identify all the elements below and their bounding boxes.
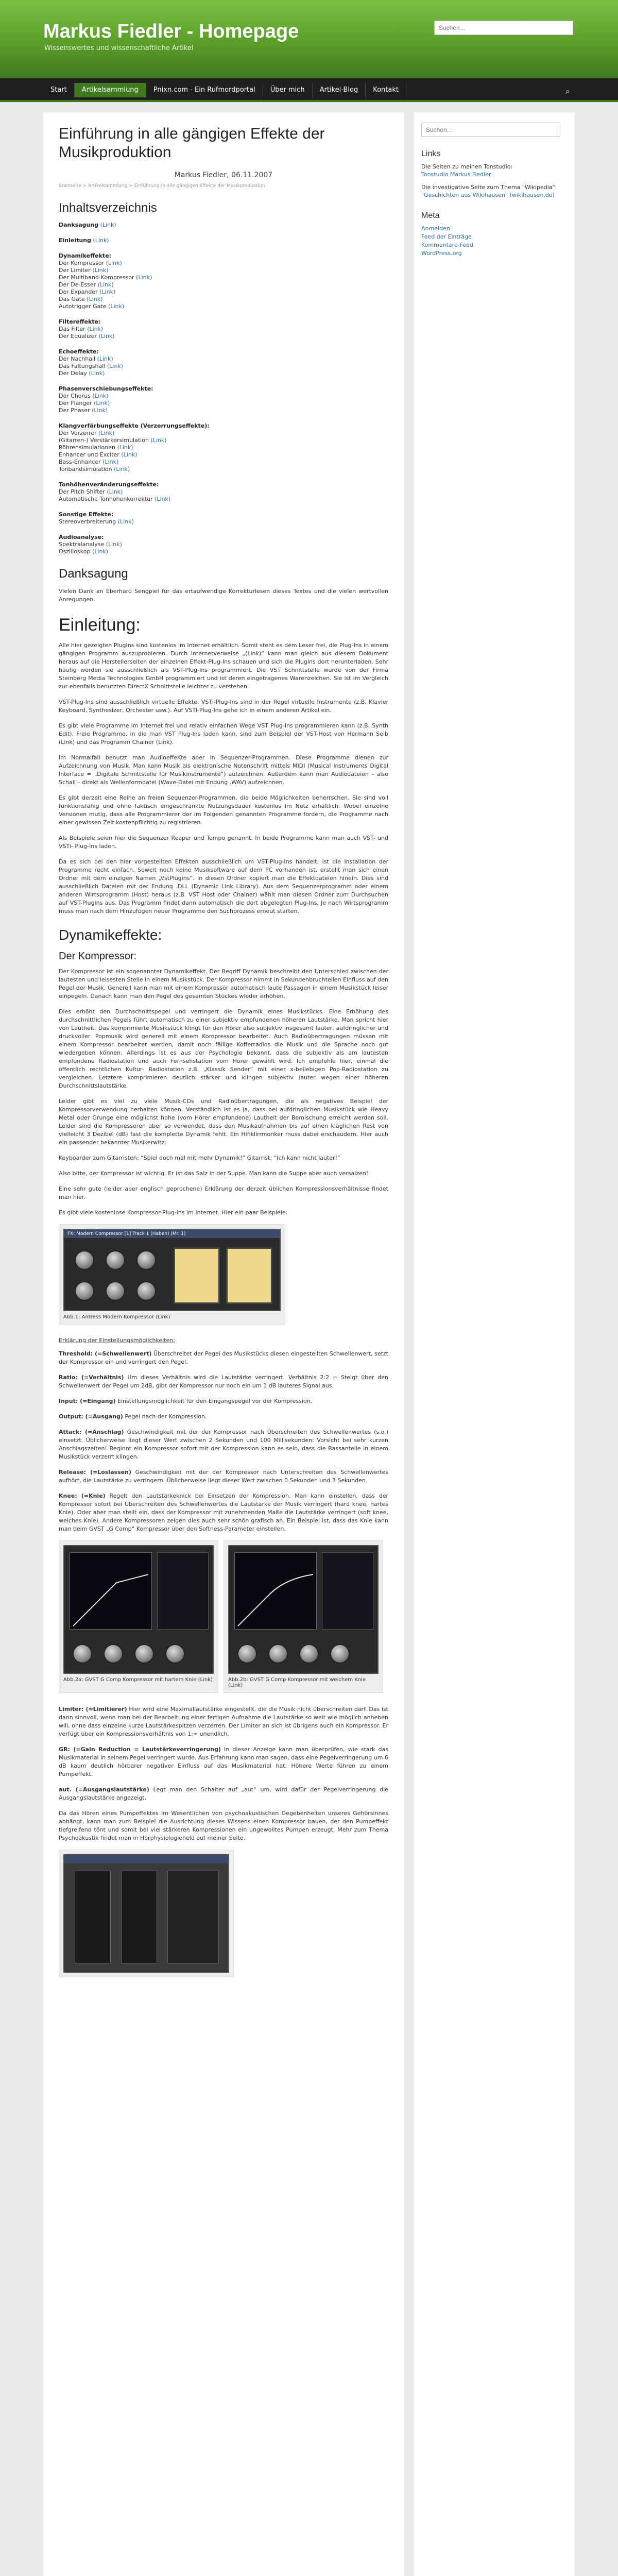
intro-paragraph: Es gibt derzeit eine Reihe an freien Sequenzer-Programmen, die beide Möglichkeiten beherrschen. Sie sind voll funktionsfähig und ohne faktisch eingeschränkte Nutzungsdauer kostenlos im Netz erhältlich. Wobei einzelne Versionen mutig, dass alle Programmierer der im Folgenden genannten Programme fordern, die Programme nach einer gewissen Zeit kostenpflichtig zu registrieren. bbox=[59, 794, 388, 826]
toc-item bbox=[59, 355, 388, 363]
toc-link[interactable]: (Link) bbox=[92, 267, 109, 274]
setting-item bbox=[59, 1705, 388, 1738]
sidebar-search-input[interactable] bbox=[421, 123, 560, 137]
toc-item-label: Das Gate bbox=[59, 296, 85, 302]
setting-text: Regelt den Lautstärkeknick bei Einsetzen der Kompression. Man kann einstellen, dass der Kompressor sofort bei Überschreiten des Schwellenwertes die Lautstärke der Musik verringert (hard knee, hartes Knie). Oder aber man stellt ein, dass der Kompressor mit zunehmenden Maße die Lautstärke verringert (soft knee, weiches Knie). Andere Kompressoren zeigen dies auch sehr schön grafisch an. Ein Beispiel ist, dass das Knie kann man beim GVST „G Comp“ Kompressor über den Softness-Parameter einstellen. bbox=[59, 1493, 388, 1532]
toc-link[interactable]: (Link) bbox=[92, 548, 109, 555]
site-title[interactable]: Markus Fiedler - Homepage bbox=[43, 21, 299, 42]
compressor-paragraph: Es gibt viele kostenlose Kompressor-Plug-Ins im Internet. Hier ein paar Beispiele: bbox=[59, 1209, 288, 1216]
toc-item bbox=[59, 400, 388, 407]
release-knob bbox=[75, 1281, 94, 1301]
toc-link[interactable]: (Link) bbox=[108, 303, 125, 310]
toc-group-heading: Dynamikeffekte: bbox=[59, 252, 112, 259]
toc-item bbox=[59, 363, 388, 370]
toc-link[interactable]: (Link) bbox=[106, 260, 122, 266]
toc-item-label: Das Faltungshall bbox=[59, 363, 106, 369]
toc-item-label: Der Delay bbox=[59, 370, 87, 377]
article-title: Einführung in alle gängigen Effekte der Musikproduktion bbox=[59, 125, 325, 161]
table-of-contents bbox=[59, 222, 388, 555]
plugin-image-3 bbox=[63, 1854, 229, 1973]
plugin-3-controls bbox=[167, 1871, 219, 1963]
toc-item bbox=[59, 281, 388, 289]
meta-link-wordpress[interactable]: WordPress.org bbox=[421, 250, 462, 257]
toc-group-heading: Echoeffekte: bbox=[59, 348, 99, 355]
setting-label: Limiter: (=Limitierer) bbox=[59, 1706, 127, 1713]
intro-paragraph: Als Beispiele seien hier die Sequenzer Reaper und Tempo genannt. In beide Programme kann man auch VST- und VSTi- Plug-Ins laden. bbox=[59, 835, 388, 850]
figure-2b bbox=[224, 1540, 383, 1693]
search-icon[interactable]: ⌕ bbox=[565, 86, 570, 96]
setting-text: Einstellungsmöglichkeit für den Eingangspegel vor der Kompression. bbox=[117, 1398, 313, 1404]
gcomp-knob-b1 bbox=[237, 1644, 257, 1664]
toc-item bbox=[59, 541, 388, 548]
toc-group bbox=[59, 534, 388, 555]
figure-1-caption: Abb.1: Antress Modern Kompressor (Link) bbox=[63, 1314, 170, 1320]
toc-item-label: Der Multiband-Kompressor bbox=[59, 274, 134, 281]
ratio-knob bbox=[106, 1250, 125, 1270]
toc-link[interactable]: (Link) bbox=[99, 289, 116, 295]
toc-group bbox=[59, 348, 388, 377]
toc-link[interactable]: (Link) bbox=[94, 400, 110, 406]
links-intro: Die Seiten zu meinen Tonstudio: bbox=[421, 163, 513, 170]
toc-group-heading: Danksagung bbox=[59, 222, 99, 228]
gcomp-hard-knee-image bbox=[63, 1545, 214, 1674]
main-content bbox=[43, 112, 404, 2576]
threshold-knob bbox=[75, 1250, 94, 1270]
setting-text: Hier wird eine Maximallautstärke eingestellt, die die Musik nicht überschreiten darf. Das ist dann sinnvoll, wenn man bei der Bearbeitung einer fertigen Aufnahme die Lautstärke so weit wie möglich anheben will, ohne dass einzelne kurze Lautstärkespitzen verzerren. Der Limiter an sich ist übrigens auch ein Kompressor. Er verfügt über ein Kompressionsverhältnis von 1:∞ unendlich. bbox=[59, 1706, 388, 1737]
gcomp-knob-2 bbox=[104, 1644, 123, 1664]
setting-text: Da das Hören eines Pumpeffektes im Wesentlichen von psychoakustischen Gegebenheiten unseres Gehörsinnes abhängt, kann man zum Beispiel die Ausrichtung dieses Wissens einen Kompressor bauen, der den Pumpeffekt tiefgreifend tönt und somit bei viel stärkeren Kompressionen ein ungewolltes Pumpen erzeugt. Mehr zum Thema Psychoakustik findet man in Hörphysiologieheld auf meiner Seite. bbox=[59, 1810, 388, 1841]
comp-heading: Der Kompressor: bbox=[59, 951, 137, 962]
toc-item bbox=[59, 518, 388, 526]
setting-label: Input: (=Eingang) bbox=[59, 1398, 116, 1404]
intro-paragraph: Alle hier gezeigten PlugIns sind kostenlos im Internet erhältlich. Somit steht es dem Leser frei, die Plug-Ins in einem gängigen Programm auszuprobieren. Durch Internetverweise „(Link)“ kann man gleich aus diesem Dokument heraus auf die Herstellerseiten der einzelnen Effekt-Plug-Ins schauen und sich die Plugins dort herunterladen. Sehr häufig werden sie ausschließlich als VST-Plug-Ins programmiert. Die VST Schnittstelle wurde von der Firma Steinberg Media Technologies GmbH programmiert und ist deren eingetragenes Warenzeichen. Sie ist im Vergleich zur ebenfalls benutzten DirectX Schnittstelle leichter zu verstehen. bbox=[59, 642, 388, 690]
compressor-paragraph: Eine sehr gute (leider aber englisch geprochene) Erklärung der derzeit üblichen Kompressionsverhältnisse findet man hier. bbox=[59, 1185, 388, 1200]
toc-item-label: Röhrensimulationen bbox=[59, 444, 115, 451]
gcomp-meters bbox=[157, 1552, 209, 1630]
gcomp-knob-3 bbox=[134, 1644, 154, 1664]
toc-item-label: Der Verzerrer bbox=[59, 430, 97, 436]
site-header bbox=[0, 0, 618, 78]
toc-item bbox=[59, 466, 388, 473]
toc-item-label: Der Phaser bbox=[59, 407, 90, 414]
nav-item-start[interactable]: Start bbox=[43, 83, 75, 97]
toc-item bbox=[59, 407, 388, 414]
toc-item bbox=[59, 274, 388, 281]
toc-item bbox=[59, 296, 388, 303]
toc-item-label: (Gitarren-) Verstärkersimulation bbox=[59, 437, 149, 444]
toc-link[interactable]: (Link) bbox=[107, 488, 123, 495]
setting-item bbox=[59, 1492, 388, 1533]
setting-label: GR: (=Gain Reduction = Lautstärkeverringerung) bbox=[59, 1746, 221, 1753]
toc-item-label: Das Filter bbox=[59, 326, 85, 332]
setting-text: Um dieses Verhältnis wird die Lautstärke verringert. Verhältnis 2:2 = Steigt über den Schwellenwert der Pegel um 2dB, gibt der Kompressor nur noch ein um 1 dB lauteres Signal aus. bbox=[59, 1374, 388, 1389]
toc-link[interactable]: (Link) bbox=[87, 326, 104, 332]
breadcrumb: Startseite > Artikelsammlung > Einführung in alle gängigen Effekte der Musikproduktion bbox=[59, 183, 265, 189]
toc-link[interactable]: (Link) bbox=[92, 393, 109, 399]
gcomp-knob-b4 bbox=[330, 1644, 350, 1664]
meta-heading: Meta bbox=[421, 211, 440, 220]
toc-link[interactable]: (Link) bbox=[102, 459, 119, 465]
toc-group-heading: Filtereffekte: bbox=[59, 318, 101, 325]
compressor-paragraph: Leider gibt es viel zu viele Musik-CDs und Radioübertragungen, die als negatives Beispiel der Kompressorverwendung herhalten können. Verständlich ist es ja, dass bei aufdringlichen Musikstück wie Heavy Metal oder Grunge eine möglichst hohe (vom Hörer empfundene) Lautheit der Bemischung erreicht werden soll. Leider sind die Kompressoren aber so verwendet, dass den Musikaufnahmen bis auf einen kläglichen Rest von vielleicht 3 Dezibel (dB) fast die komplette Dynamik fehlt. Ein Hifiklirrmonker muss dabei erschaudern. Hier auch ein passender bekannter Musikerwitz: bbox=[59, 1098, 388, 1146]
toc-group bbox=[59, 318, 388, 340]
toc-link[interactable]: (Link) bbox=[98, 430, 115, 436]
toc-link[interactable]: (Link) bbox=[154, 496, 171, 502]
setting-item bbox=[59, 1786, 388, 1802]
toc-item-label: Stereoverbreiterung bbox=[59, 518, 116, 525]
toc-link[interactable]: (Link) bbox=[136, 274, 152, 281]
intro-paragraph: Da es sich bei den hier vorgestellten Effekten ausschließlich um VST-Plug-Ins handelt, ist die Installation der Programme recht einfach. Soweit noch keine Musiksoftware auf dem PC vorhanden ist, erstellt man sich einen Ordner mit dem einzigen Namen „VstPlugins“. In diesen Ordner kopiert man die Effektdateien hinein. Dies sind ausschließlich Dateien mit der Endung .DLL (Dynamic Link Library). Aus dem Sequenzerprogramm oder einem anderen Wirtsprogramm (Host) heraus (z.B. VST Host oder Chainer) wählt man diesen Ordner zum Durchsuchen auf VST-Plugins aus. Das Programm findet dann automatisch die dort abgelegten Plug-Ins. Je nach Wirtsprogramm muss man nach dem Hinzufügen neuer Programme den Suchprozess erneut starten. bbox=[59, 858, 388, 914]
toc-group bbox=[59, 385, 388, 414]
toc-item-label: Autotrigger Gate bbox=[59, 303, 107, 310]
toc-item-label: Der Equalizer bbox=[59, 333, 97, 340]
toc-item-label: Spektralanalyse bbox=[59, 541, 105, 548]
nav-item-ueber-mich[interactable]: Über mich bbox=[263, 83, 313, 97]
toc-item bbox=[59, 370, 388, 377]
article-meta: Markus Fiedler, 06.11.2007 bbox=[174, 171, 273, 179]
meta-link-comments-feed[interactable]: Kommentare-Feed bbox=[421, 242, 473, 248]
compressor-paragraph: Dies erhöht den Durchschnittspegel und verringert die Dynamik eines Musikstücks. Eine Erhöhung des durchschnittlichen Pegels führt automatisch zu einer subjektiv empfundenen höheren Lautstärke. Man spricht hier von Lautheit. Das komprimierte Musikstück klingt für den Hörer also subjektiv insgesamt lauter, aufdringlicher und druckvoller. Popmusik wird generell mit einem Kompressor bearbeitet. Auch Radioübertragungen müssen mit einem Kompressor bearbeitet werden, damit noch fällige Kofferradios die Musik und die Sprache noch gut wiedergeben können. Allerdings ist es aus der Psychologie bekannt, dass die subjektiv als am lautesten empfundene Radiostation und auch Fernsehstation vom Hörer gewählt wird. Ich empfehle hier, einmal die öffentlich rechtlichen Kultur- Radiostation z.B. „Klassik Sender“ mit einer x-beliebigen Pop-Radiostation zu vergleichen. Letztere komprimieren deutlich stärker und klingen subjektiv lauter wegen einer höheren Durchschnittslautstärke. bbox=[59, 1008, 388, 1089]
setting-text: Überschreitet der Pegel des Musikstücks diesen eingestellten Schwellenwert, setzt der Kompressor ein und verringert den Pegel. bbox=[59, 1350, 388, 1365]
dyn-heading: Dynamikeffekte: bbox=[59, 927, 162, 943]
gcomp-knob-1 bbox=[73, 1644, 92, 1664]
toc-item-label: Automatische Tonhöhenkorrektur bbox=[59, 496, 153, 502]
toc-link[interactable]: (Link) bbox=[98, 333, 115, 340]
setting-label: Ratio: (=Verhältnis) bbox=[59, 1374, 124, 1381]
toc-item-label: Der Flanger bbox=[59, 400, 92, 406]
plugin-window-title: FX: Modern Compressor [1] Track 1 (Haben) (Mr. 1) bbox=[64, 1230, 280, 1238]
toc-item bbox=[59, 289, 388, 296]
figure-2a-caption: Abb.2a: GVST G Comp Kompressor mit hartem Knie (Link) bbox=[63, 1677, 213, 1683]
setting-item bbox=[59, 1413, 388, 1421]
setting-text: Geschwindigkeit mit der der Kompressor nach Unterschreiten des Schwellenwertes aufhört, die Lautstärke zu verringern. Üblicherweise liegt dieser Wert zwischen 0 Sekunden und 3 Sekunden. bbox=[59, 1469, 388, 1484]
toc-group bbox=[59, 511, 388, 526]
gcomp-knob-b2 bbox=[268, 1644, 288, 1664]
vu-meter-right bbox=[226, 1247, 272, 1304]
toc-link[interactable]: (Link) bbox=[93, 237, 109, 244]
toc-item-label: Oszilloskop bbox=[59, 548, 91, 555]
figure-2a bbox=[59, 1540, 218, 1693]
toc-link[interactable]: (Link) bbox=[117, 444, 133, 451]
setting-label: Knee: (=Knie) bbox=[59, 1493, 106, 1499]
nav-item-artikel-blog[interactable]: Artikel-Blog bbox=[313, 83, 366, 97]
intro-paragraph: Im Normalfall benutzt man AudioeffeKte aber in Sequenzer-Programmen. Diese Programme dienen zur Aufzeichnung von Musik. Man kann Musik als elektronische Notenschrift mittels MIDI (Musical Instruments Digital Interface = „Digitale Schnittstelle für Musikinstrumente“) aufzeichnen. Außerdem kann man Audiodateien – also Schall – direkt als Wellenformdatei (Wave-Datei mit Endung .WAV) aufzeichnen. bbox=[59, 754, 388, 786]
toc-group-heading: Phasenverschiebungseffekte: bbox=[59, 385, 153, 392]
figure-1 bbox=[59, 1224, 285, 1325]
toc-item-label: Bass-Enhancer bbox=[59, 459, 101, 465]
toc-link[interactable]: (Link) bbox=[106, 541, 122, 548]
toc-group bbox=[59, 422, 388, 473]
intro-paragraph: VST-Plug-Ins sind ausschließlich virtuelle Effekte. VSTi-Plug-Ins sind in der Regel virtuelle Instrumente (z.B. Klavier Keyboard, Synthesizer, Orchester usw.). Auf VSTi-Plug-Ins gehe ich in einem anderen Artikel ein. bbox=[59, 699, 388, 714]
thanks-heading: Danksagung bbox=[59, 567, 128, 581]
toc-link[interactable]: (Link) bbox=[150, 437, 167, 444]
toc-group bbox=[59, 481, 388, 503]
settings-list-2 bbox=[59, 1705, 388, 1842]
setting-item bbox=[59, 1397, 388, 1405]
setting-item bbox=[59, 1428, 388, 1461]
plugin-3-meter-left bbox=[75, 1871, 111, 1963]
compressor-section bbox=[59, 968, 388, 1217]
toc-item-label: Der Limiter bbox=[59, 267, 91, 274]
input-knob bbox=[106, 1281, 125, 1301]
meta-link-entries-feed[interactable]: Feed der Einträge bbox=[421, 233, 472, 240]
toc-link[interactable]: (Link) bbox=[97, 281, 114, 288]
gcomp-meters-b bbox=[322, 1552, 373, 1630]
compressor-paragraph: Also bitte, der Kompressor ist wichtig. Er ist das Salz in der Suppe. Man kann die Suppe aber auch versalzen! bbox=[59, 1170, 369, 1177]
toc-item bbox=[59, 326, 388, 333]
links-heading: Links bbox=[421, 149, 441, 158]
toc-item bbox=[59, 303, 388, 310]
toc-item bbox=[59, 430, 388, 437]
setting-item bbox=[59, 1350, 388, 1366]
hard-knee-curve bbox=[70, 1553, 151, 1629]
toc-item bbox=[59, 437, 388, 444]
main-nav bbox=[0, 78, 618, 102]
link-tonstudio[interactable]: Tonstudio Markus Fiedler bbox=[421, 171, 491, 178]
toc-item bbox=[59, 260, 388, 267]
toc-item-label: Der Expander bbox=[59, 289, 98, 295]
toc-group bbox=[59, 237, 388, 244]
setting-label: Attack: (=Anschlag) bbox=[59, 1429, 124, 1435]
toc-group-heading: Klangverfärbungseffekte (Verzerrungseffekte): bbox=[59, 422, 210, 429]
vu-meter-left bbox=[174, 1247, 220, 1304]
toc-link[interactable]: (Link) bbox=[87, 296, 103, 302]
toc-group-heading: Einleitung bbox=[59, 237, 91, 244]
setting-label: aut. (=Ausgangslautstärke) bbox=[59, 1786, 149, 1793]
toc-item-label: Der Nachhall bbox=[59, 355, 96, 362]
figure-3 bbox=[59, 1850, 234, 1977]
toc-item-label: Enhancer und Exciter bbox=[59, 451, 119, 458]
intro-paragraph: Es gibt viele Programme im Internet frei und relativ einfachen Wege VST Plug-Ins programmieren kann (z.B. Synth Edit). Freie Programme, in die man VST Plug-Ins laden kann, sind zum Beispiel der VST-Host von Hermann Seib (Link) und das Programm Chainer (Link). bbox=[59, 722, 388, 745]
setting-label: Threshold: (=Schwellenwert) bbox=[59, 1350, 152, 1357]
modern-compressor-image bbox=[63, 1229, 281, 1311]
intro-heading: Einleitung: bbox=[59, 615, 141, 635]
setting-text: In dieser Anzeige kann man überprüfen, wie stark das Musikmaterial in seinem Pegel verringert wurde. Aus Erfahrung kann man sagen, dass eine Pegelverringerung um 6 dB kaum deutlich hörbarer negativer Einfluss auf das Musikmaterial hat. Höhere Werte führen zu einem Pumpeffekt. bbox=[59, 1746, 388, 1777]
plugin-3-meter-mid bbox=[121, 1871, 157, 1963]
toc-link[interactable]: (Link) bbox=[114, 466, 130, 472]
setting-item bbox=[59, 1374, 388, 1390]
wiki-widget bbox=[421, 183, 568, 199]
settings-heading: Erklärung der Einstellungsmöglichkeiten: bbox=[59, 1337, 176, 1344]
toc-item bbox=[59, 451, 388, 459]
setting-label: Release: (=Loslassen) bbox=[59, 1469, 131, 1476]
wiki-intro: Die investigative Seite zum Thema "Wikipedia": bbox=[421, 184, 557, 191]
toc-link[interactable]: (Link) bbox=[107, 363, 123, 369]
toc-link[interactable]: (Link) bbox=[100, 222, 116, 228]
compressor-paragraph: Der Kompressor ist ein sogenannter Dynamikeffekt. Der Begriff Dynamik beschreibt den Unterschied zwischen der lautesten und leisesten Stelle in einem Musikstück. Der Kompressor nimmt in Sekundenbruchteilen Einfluss auf den Pegel der Musik. Generell kann man mit einem Kompressor automatisch laute Passagen in einem Musikstück leiser einpegeln. Danach kann man den Pegel des gesamten Stückes wieder erhöhen. bbox=[59, 968, 388, 999]
setting-item bbox=[59, 1468, 388, 1485]
gcomp-graph-soft bbox=[234, 1552, 317, 1630]
links-widget bbox=[421, 163, 568, 178]
toc-group-heading: Audioanalyse: bbox=[59, 534, 104, 540]
setting-label: Output: (=Ausgang) bbox=[59, 1413, 123, 1420]
nav-item-pnixn[interactable]: Pnixn.com - Ein Rufmordportal bbox=[146, 83, 263, 97]
toc-item-label: Der Pitch Shifter bbox=[59, 488, 105, 495]
output-knob bbox=[136, 1281, 156, 1301]
gcomp-soft-knee-image bbox=[228, 1545, 379, 1674]
toc-item bbox=[59, 444, 388, 451]
toc-item bbox=[59, 333, 388, 340]
header-search-input[interactable] bbox=[434, 21, 573, 35]
toc-link[interactable]: (Link) bbox=[92, 407, 108, 414]
settings-list bbox=[59, 1350, 388, 1533]
toc-item bbox=[59, 496, 388, 503]
meta-link-anmelden[interactable]: Anmelden bbox=[421, 225, 450, 232]
toc-group bbox=[59, 222, 388, 229]
toc-item bbox=[59, 267, 388, 274]
toc-link[interactable]: (Link) bbox=[121, 451, 138, 458]
plugin-3-titlebar bbox=[64, 1855, 228, 1863]
setting-text: Legt man den Schalter auf „aut“ um, wird dafür der Pegelverringerung die Ausgangslautstärke angezeigt. bbox=[59, 1786, 389, 1801]
link-wikihausen[interactable]: "Geschichten aus Wikihausen" (wikihausen.de) bbox=[421, 192, 555, 198]
gcomp-knob-b3 bbox=[299, 1644, 319, 1664]
nav-item-kontakt[interactable]: Kontakt bbox=[366, 83, 406, 97]
compressor-paragraph: Keyboarder zum Gitarristen: “Spiel doch mal mit mehr Dynamik!” Gitarrist: “Ich kann nicht lauter!” bbox=[59, 1155, 340, 1161]
toc-item-label: Der Kompressor bbox=[59, 260, 105, 266]
setting-item bbox=[59, 1745, 388, 1778]
toc-link[interactable]: (Link) bbox=[117, 518, 134, 525]
soft-knee-curve bbox=[235, 1553, 316, 1629]
nav-item-artikelsammlung[interactable]: Artikelsammlung bbox=[75, 83, 146, 97]
gcomp-knob-4 bbox=[165, 1644, 185, 1664]
figure-2-row bbox=[59, 1540, 388, 1693]
toc-heading: Inhaltsverzeichnis bbox=[59, 201, 157, 215]
toc-group-heading: Tonhöhenveränderungseffekte: bbox=[59, 481, 159, 488]
toc-item-label: Der De-Esser bbox=[59, 281, 96, 288]
thanks-text: Vielen Dank an Eberhard Sengpiel für das ertaufwendige Korrekturlesen dieses Textes und die vielen wertvollen Anregungen. bbox=[59, 588, 388, 603]
toc-link[interactable]: (Link) bbox=[97, 355, 113, 362]
site-description: Wissenswertes und wissenschaftliche Artikel bbox=[44, 44, 194, 52]
toc-group-heading: Sonstige Effekte: bbox=[59, 511, 114, 518]
gcomp-graph-hard bbox=[70, 1552, 152, 1630]
toc-item bbox=[59, 459, 388, 466]
toc-group bbox=[59, 252, 388, 310]
toc-item bbox=[59, 548, 388, 555]
intro-section bbox=[59, 641, 388, 916]
figure-2b-caption: Abb.2b: GVST G Comp Kompressor mit weichem Knie (Link) bbox=[228, 1677, 366, 1688]
toc-item-label: Tonbandsimulation bbox=[59, 466, 112, 472]
toc-item bbox=[59, 393, 388, 400]
toc-item bbox=[59, 488, 388, 496]
attack-knob bbox=[136, 1250, 156, 1270]
setting-text: Geschwindigkeit mit der der Kompressor nach Überschreiten des Schwellenwertes (s.o.) einsetzt. Üblicherweise liegt dieser Wert zwischen 2 Sekunden und 100 Millisekunden: Vorsicht bei sehr kurzen Anschlagszeiten! Beginnt ein Kompressor sofort mit der Kompression kann es sein, dass die Bassanteile in einem Musikstück verzerrt klingen. bbox=[59, 1429, 388, 1460]
toc-item-label: Der Chorus bbox=[59, 393, 91, 399]
toc-link[interactable]: (Link) bbox=[89, 370, 105, 377]
sidebar bbox=[414, 112, 575, 2576]
setting-text: Pegel nach der Kompression. bbox=[125, 1413, 207, 1420]
setting-item bbox=[59, 1809, 388, 1842]
